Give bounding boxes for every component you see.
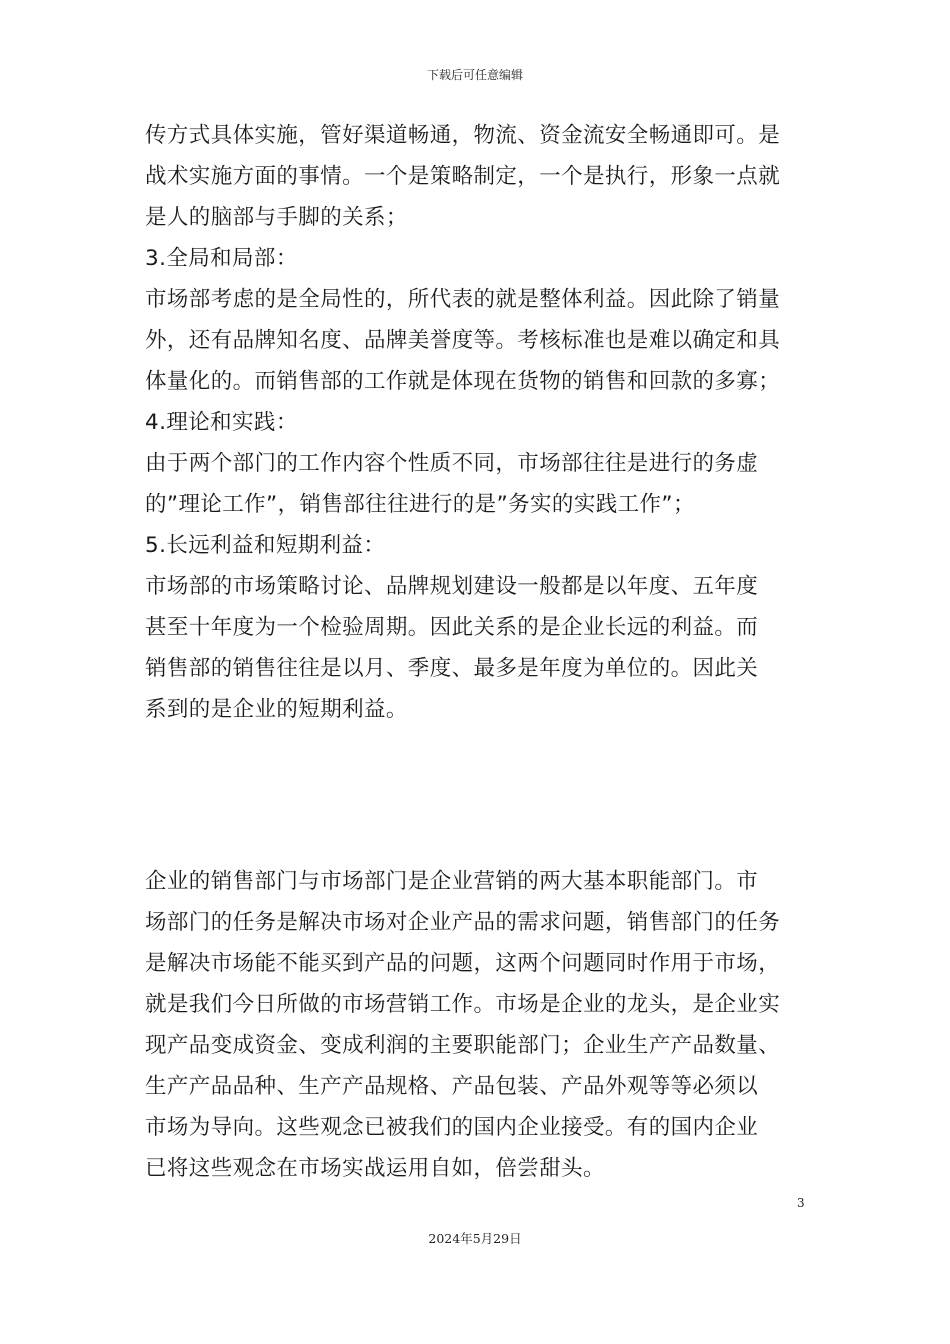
- text-line: 的”理论工作”，销售部往往进行的是”务实的实践工作”；: [145, 492, 695, 517]
- text-line: 企业的销售部门与市场部门是企业营销的两大基本职能部门。市: [145, 869, 759, 894]
- text-line: 外，还有品牌知名度、品牌美誉度等。考核标准也是难以确定和具: [145, 328, 781, 353]
- text-line: 销售部的销售往往是以月、季度、最多是年度为单位的。因此关: [145, 656, 759, 681]
- page-header: 下载后可任意编辑: [426, 68, 523, 82]
- text-line: 场部门的任务是解决市场对企业产品的需求问题，销售部门的任务: [145, 910, 781, 935]
- text-line: 市场部考虑的是全局性的，所代表的就是整体利益。因此除了销量: [145, 287, 781, 312]
- text-line: 生产产品品种、生产产品规格、产品包装、产品外观等等必须以: [145, 1074, 759, 1099]
- text-line: 现产品变成资金、变成利润的主要职能部门；企业生产产品数量、: [145, 1033, 781, 1058]
- text-line: 就是我们今日所做的市场营销工作。市场是企业的龙头，是企业实: [145, 992, 781, 1017]
- text-line: 系到的是企业的短期利益。: [145, 697, 408, 722]
- section-heading-3: 3.全局和局部：: [145, 246, 298, 271]
- text-line: 市场部的市场策略讨论、品牌规划建设一般都是以年度、五年度: [145, 574, 759, 599]
- page-number: 3: [797, 1196, 805, 1210]
- text-line: 是人的脑部与手脚的关系；: [145, 205, 408, 230]
- text-line: 甚至十年度为一个检验周期。因此关系的是企业长远的利益。而: [145, 615, 759, 640]
- text-line: 体量化的。而销售部的工作就是体现在货物的销售和回款的多寡；: [145, 369, 781, 394]
- text-line: 已将这些观念在市场实战运用自如，倍尝甜头。: [145, 1156, 605, 1181]
- section-heading-5: 5.长远利益和短期利益：: [145, 533, 386, 558]
- text-line: 是解决市场能不能买到产品的问题，这两个问题同时作用于市场，: [145, 951, 781, 976]
- page-footer-date: 2024年5月29日: [428, 1231, 522, 1246]
- text-line: 战术实施方面的事情。一个是策略制定，一个是执行，形象一点就: [145, 164, 781, 189]
- body-text-block-1: [145, 115, 810, 730]
- body-text-block-2: [145, 861, 810, 1189]
- text-line: 市场为导向。这些观念已被我们的国内企业接受。有的国内企业: [145, 1115, 759, 1140]
- section-heading-4: 4.理论和实践：: [145, 410, 298, 435]
- text-line: 由于两个部门的工作内容个性质不同，市场部往往是进行的务虚: [145, 451, 759, 476]
- text-line: 传方式具体实施，管好渠道畅通，物流、资金流安全畅通即可。是: [145, 123, 781, 148]
